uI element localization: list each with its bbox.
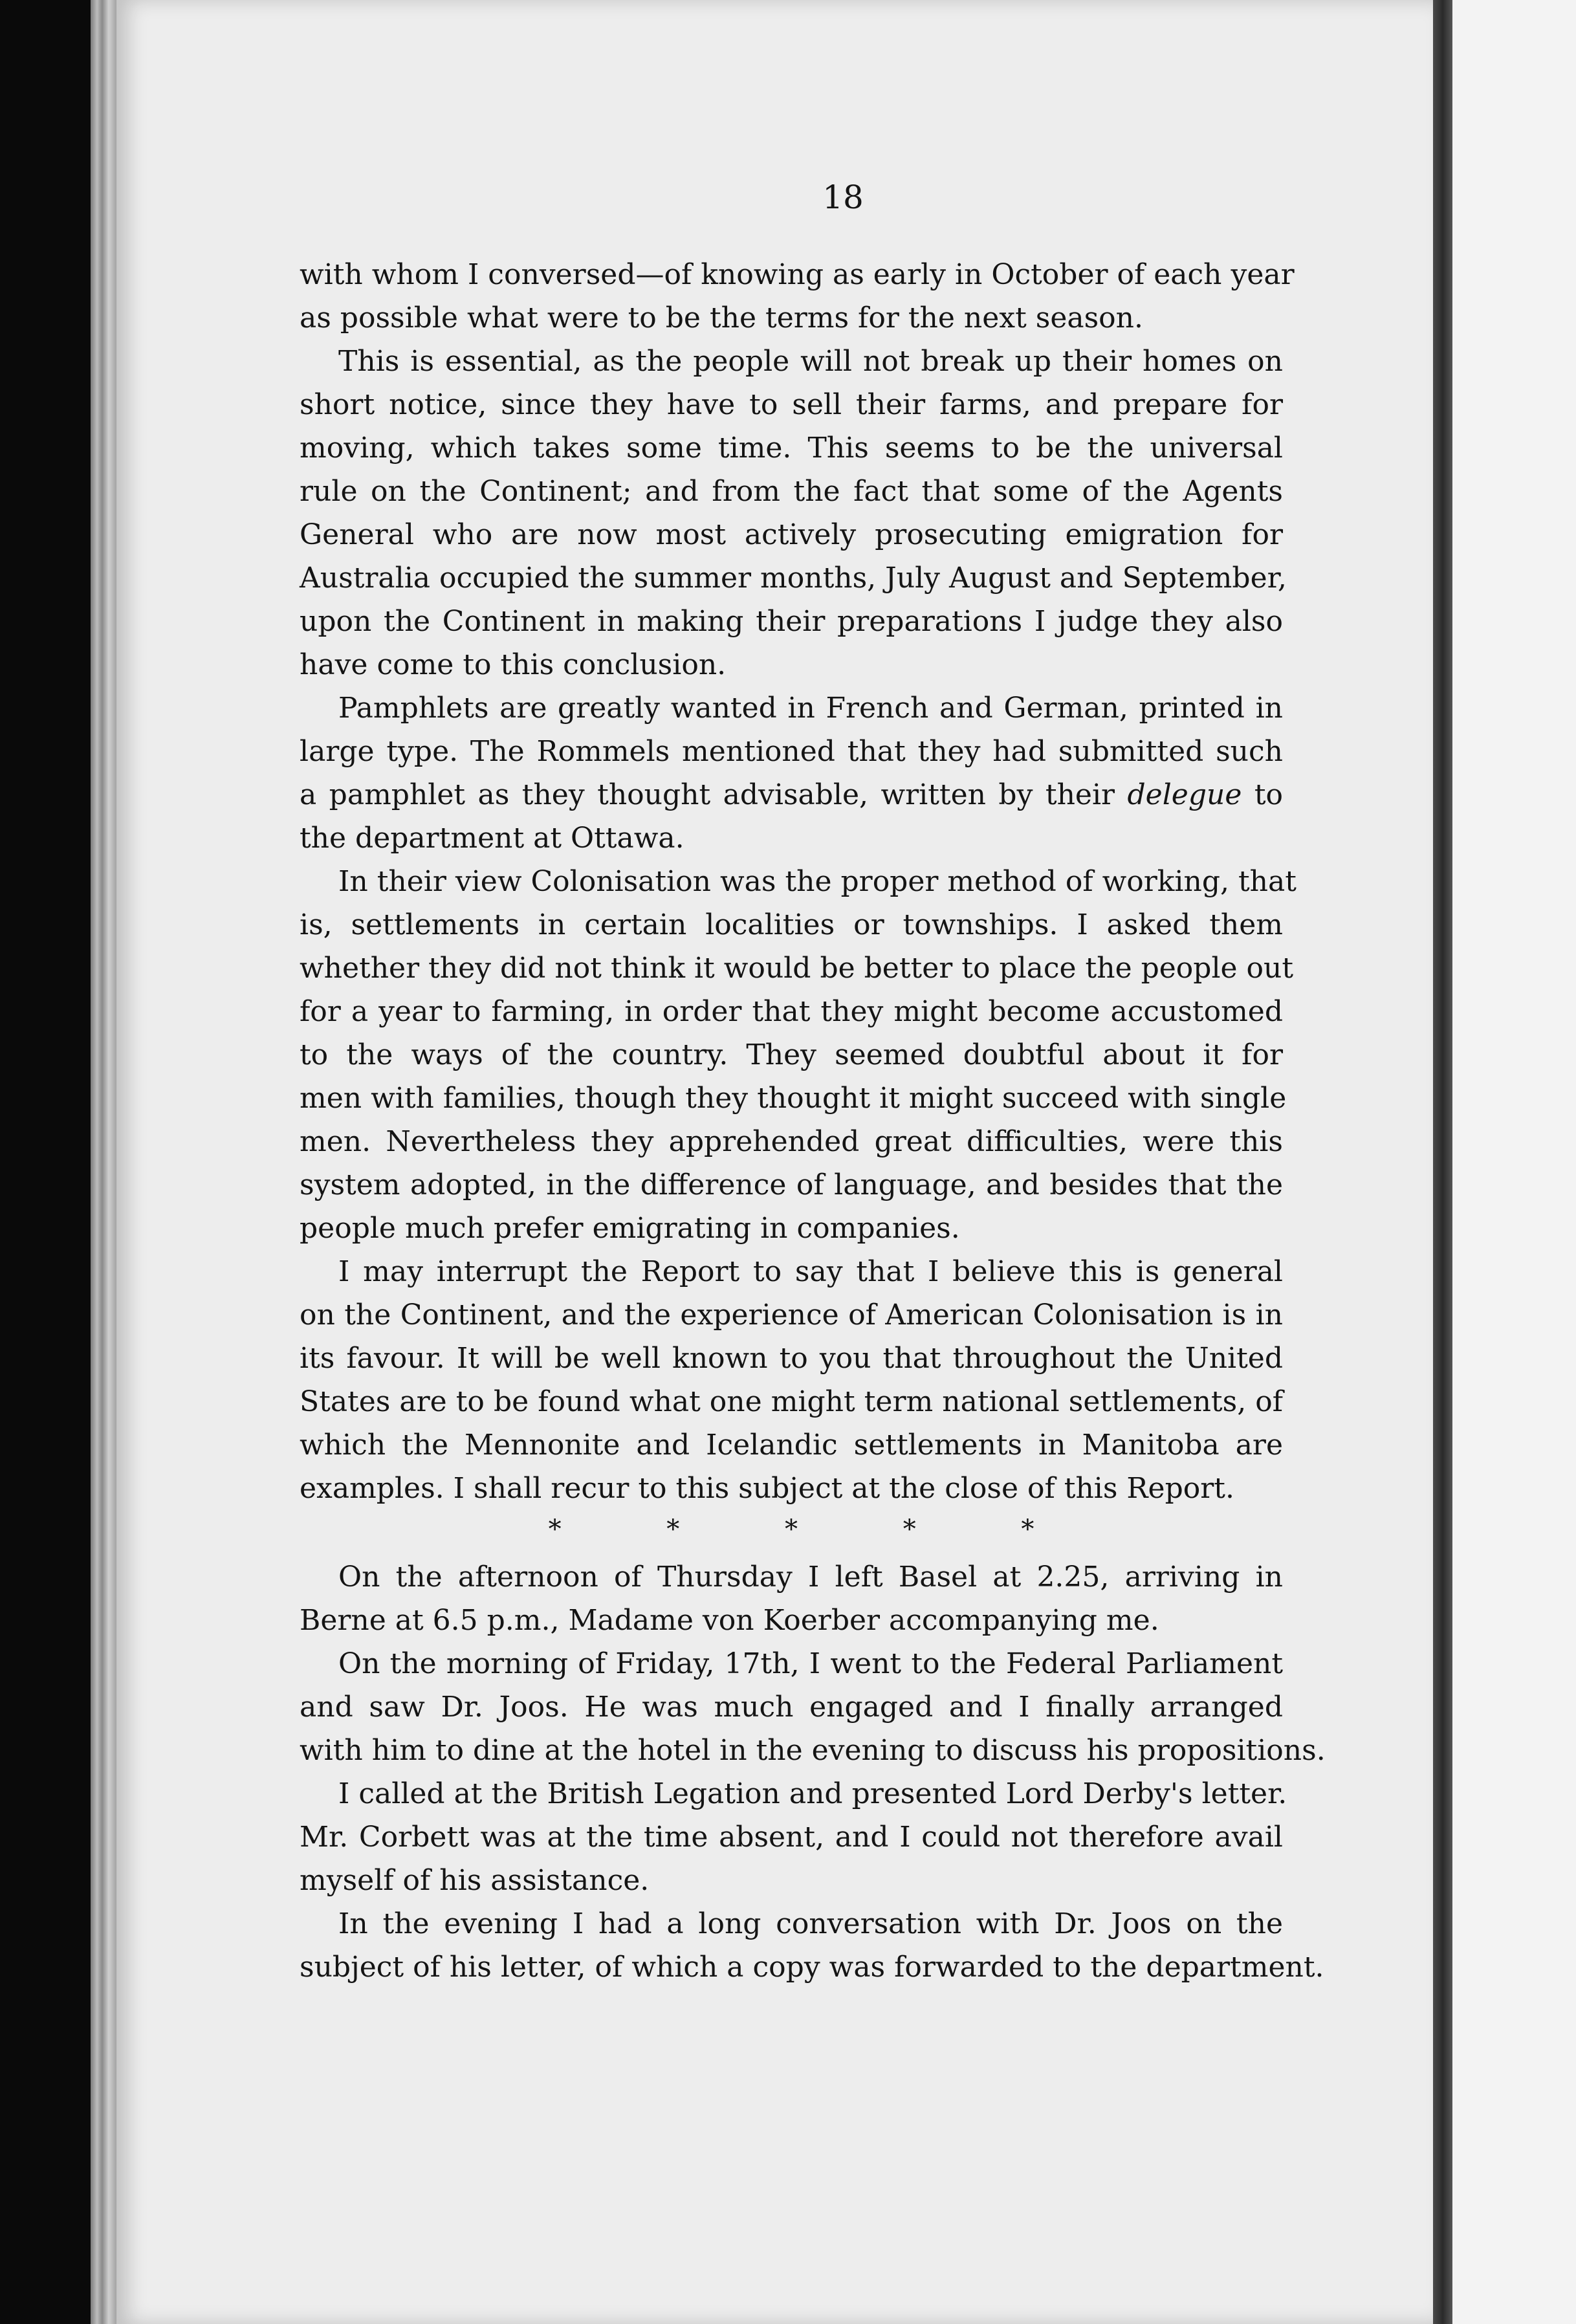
page-number: 18: [822, 179, 864, 216]
line-text: subject of his letter, of which a copy was forwarded to the department.: [300, 1951, 1324, 1984]
paragraph: [300, 860, 1297, 1250]
line-text: people much prefer emigrating in companies.: [300, 1212, 960, 1245]
line-text: myself of his assistance.: [300, 1864, 650, 1897]
line-text: Pamphlets are greatly wanted in French and German, printed in: [338, 692, 1283, 725]
text-line: [300, 383, 1283, 426]
line-text: its favour. It will be well known to you that throughout the United: [300, 1342, 1283, 1375]
italic-word: delegue: [1127, 778, 1242, 811]
line-text: This is essential, as the people will not break up their homes on: [338, 345, 1283, 378]
text-line: [300, 1163, 1283, 1207]
text-line: [300, 1467, 1283, 1510]
text-line: [300, 556, 1287, 600]
line-text: large type. The Rommels mentioned that they had submitted such: [300, 735, 1283, 768]
line-text: I called at the British Legation and presented Lord Derby's letter.: [338, 1777, 1287, 1810]
line-text: with him to dine at the hotel in the evening to discuss his propositions.: [300, 1734, 1326, 1767]
line-text: Mr. Corbett was at the time absent, and I could not therefore avail: [300, 1821, 1283, 1854]
section-separator: * * * * *: [548, 1515, 1034, 1544]
text-line: [300, 947, 1294, 990]
line-text: which the Mennonite and Icelandic settlements in Manitoba are: [300, 1429, 1283, 1462]
paragraph: [300, 686, 1283, 860]
text-line: [300, 600, 1283, 643]
line-text: rule on the Continent; and from the fact that some of the Agents: [300, 475, 1283, 508]
line-text: is, settlements in certain localities or townships. I asked them: [300, 908, 1283, 941]
text-line: [300, 1599, 1283, 1642]
text-line: [300, 1946, 1324, 1989]
body-after-separator: [300, 1555, 1326, 1989]
line-text: for a year to farming, in order that they might become accustomed: [300, 995, 1283, 1028]
text-line: [300, 1293, 1283, 1337]
line-text: upon the Continent in making their preparations I judge they also: [300, 605, 1283, 638]
text-line: [300, 860, 1297, 903]
line-text: to the ways of the country. They seemed doubtful about it for: [300, 1038, 1283, 1071]
text-line: [300, 1423, 1283, 1467]
text-line: [300, 1685, 1283, 1729]
paragraph: [300, 1555, 1283, 1642]
line-text: examples. I shall recur to this subject at the close of this Report.: [300, 1472, 1234, 1505]
text-line: a pamphlet as they thought advisable, written by their delegue to: [300, 778, 1283, 811]
line-text: States are to be found what one might term national settlements, of: [300, 1385, 1283, 1418]
line-text: as possible what were to be the terms for the next season.: [300, 301, 1143, 334]
line-text: General who are now most actively prosecuting emigration for: [300, 518, 1283, 551]
line-text: system adopted, in the difference of language, and besides that the: [300, 1168, 1283, 1201]
text-line: [300, 1772, 1287, 1815]
line-text: and saw Dr. Joos. He was much engaged and I finally arranged: [300, 1691, 1283, 1724]
line-text: with whom I conversed—of knowing as early in October of each year: [300, 258, 1295, 291]
text-line: [300, 1207, 1283, 1250]
line-text: I may interrupt the Report to say that I believe this is general: [338, 1255, 1283, 1288]
text-line: [300, 1729, 1326, 1772]
text-line: [300, 1555, 1283, 1599]
page-text: [300, 178, 1326, 1989]
text-line: [300, 1642, 1283, 1685]
text-line: [300, 990, 1283, 1033]
paragraph: [300, 1250, 1283, 1510]
line-text: on the Continent, and the experience of American Colonisation is in: [300, 1299, 1283, 1332]
text-line: [300, 1077, 1287, 1120]
text-line: [300, 1815, 1283, 1859]
paragraph: [300, 253, 1295, 340]
text-line: [300, 1250, 1283, 1293]
text-line: [300, 296, 1283, 340]
line-text: have come to this conclusion.: [300, 648, 727, 681]
line-text: Australia occupied the summer months, July August and September,: [300, 562, 1287, 595]
line-text: On the morning of Friday, 17th, I went to the Federal Parliament: [338, 1647, 1283, 1680]
text-line: [300, 1033, 1283, 1077]
line-text: On the afternoon of Thursday I left Basel at 2.25, arriving in: [338, 1561, 1283, 1594]
paragraph: [300, 1772, 1287, 1902]
line-text: In the evening I had a long conversation with Dr. Joos on the: [338, 1907, 1283, 1940]
line-text: moving, which takes some time. This seems to be the universal: [300, 432, 1283, 465]
line-text: men. Nevertheless they apprehended great difficulties, were this: [300, 1125, 1283, 1158]
text-line: [300, 340, 1283, 383]
text-line: [300, 470, 1283, 513]
paragraph: [300, 1642, 1326, 1772]
line-text: the department at Ottawa.: [300, 822, 684, 855]
text-line: [300, 730, 1283, 773]
page-stack-edge: [91, 0, 116, 2324]
text-line: [300, 426, 1283, 470]
line-text: whether they did not think it would be better to place the people out: [300, 952, 1294, 985]
line-text: men with families, though they thought it might succeed with single: [300, 1082, 1287, 1115]
text-line: [300, 1859, 1283, 1902]
text-line: [300, 1337, 1283, 1380]
text-line: [300, 1120, 1283, 1163]
text-line: [300, 686, 1283, 730]
line-text: short notice, since they have to sell their farms, and prepare for: [300, 388, 1283, 421]
book-spine: [1433, 0, 1452, 2324]
text-line: [300, 903, 1283, 947]
text-line: [300, 513, 1283, 556]
line-text: a pamphlet as they thought advisable, written by their: [300, 778, 1115, 811]
facing-page-edge: [1452, 0, 1576, 2324]
body-before-separator: [300, 253, 1297, 1510]
text-line: [300, 817, 1283, 860]
paragraph: [300, 1902, 1324, 1989]
line-text: Berne at 6.5 p.m., Madame von Koerber accompanying me.: [300, 1604, 1159, 1637]
line-text: In their view Colonisation was the proper method of working, that: [338, 865, 1297, 898]
text-line: [300, 643, 1283, 686]
text-line: [300, 1902, 1283, 1946]
paragraph: [300, 340, 1287, 686]
text-line: [300, 1380, 1283, 1423]
text-line: [300, 253, 1295, 296]
